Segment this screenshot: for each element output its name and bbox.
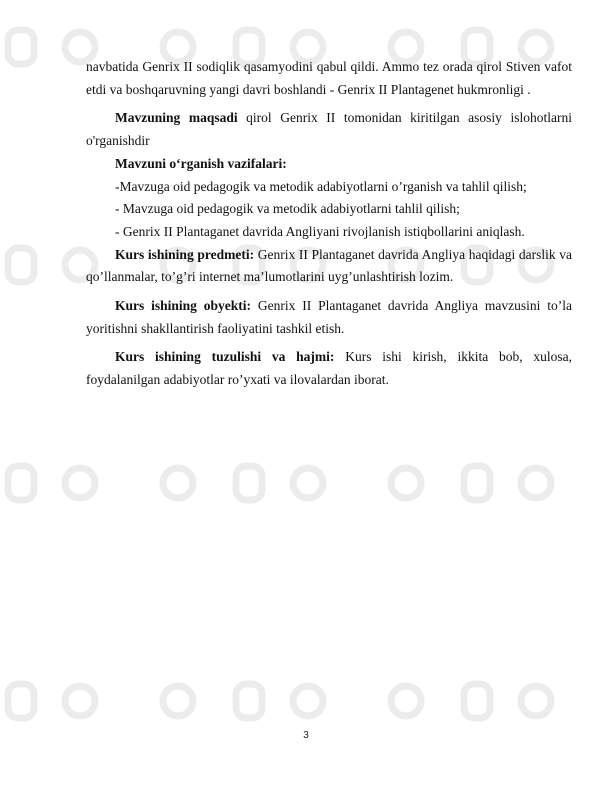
- subject-text: Genrix II Plantaganet davrida Angliya haqidagi darslik va qo’llanmalar, to’g’ri internet ma’lumotlarini uyg’unlashtirish lozim.: [86, 246, 572, 285]
- object-label: Kurs ishining obyekti:: [115, 298, 252, 314]
- task-item: - Mavzuga oid pedagogik va metodik adabiyotlarni tahlil qilish;: [115, 201, 460, 217]
- task-item: - Genrix II Plantaganet davrida Angliyani rivojlanish istiqbollarini aniqlash.: [115, 223, 525, 239]
- paragraph-intro: navbatida Genrix II sodiqlik qasamyodini qabul qildi. Ammo tez orada qirol Stiven vafot etdi va boshqaruvning yangi davri boshlandi - Genrix II Plantagenet hukmronligi .: [86, 59, 572, 97]
- paragraph-subject: [86, 244, 572, 289]
- subject-label: Kurs ishining predmeti:: [115, 246, 255, 262]
- aim-label: Mavzuning maqsadi: [115, 110, 238, 126]
- paragraph-aim: [86, 107, 572, 152]
- page-number: 3: [303, 730, 309, 741]
- object-text: Genrix II Plantaganet davrida Angliya mavzusini to’la yoritishni shakllantirish faoliyatini tashkil etish.: [86, 298, 572, 336]
- paragraph-structure: [86, 346, 572, 391]
- structure-text: Kurs ishi kirish, ikkita bob, xulosa, foydalanilgan adabiyotlar ro’yxati va ilovalardan iborat.: [86, 349, 572, 388]
- tasks-heading: Mavzuni o‘rganish vazifalari:: [115, 155, 287, 171]
- aim-text: qirol Genrix II tomonidan kiritilgan asosiy islohotlarni o'rganishdir: [86, 110, 572, 149]
- structure-label: Kurs ishining tuzulishi va hajmi:: [115, 349, 335, 365]
- paragraph-object: [86, 295, 572, 340]
- document-body: [86, 56, 572, 392]
- task-item: -Mavzuga oid pedagogik va metodik adabiyotlarni o’rganish va tahlil qilish;: [115, 178, 527, 194]
